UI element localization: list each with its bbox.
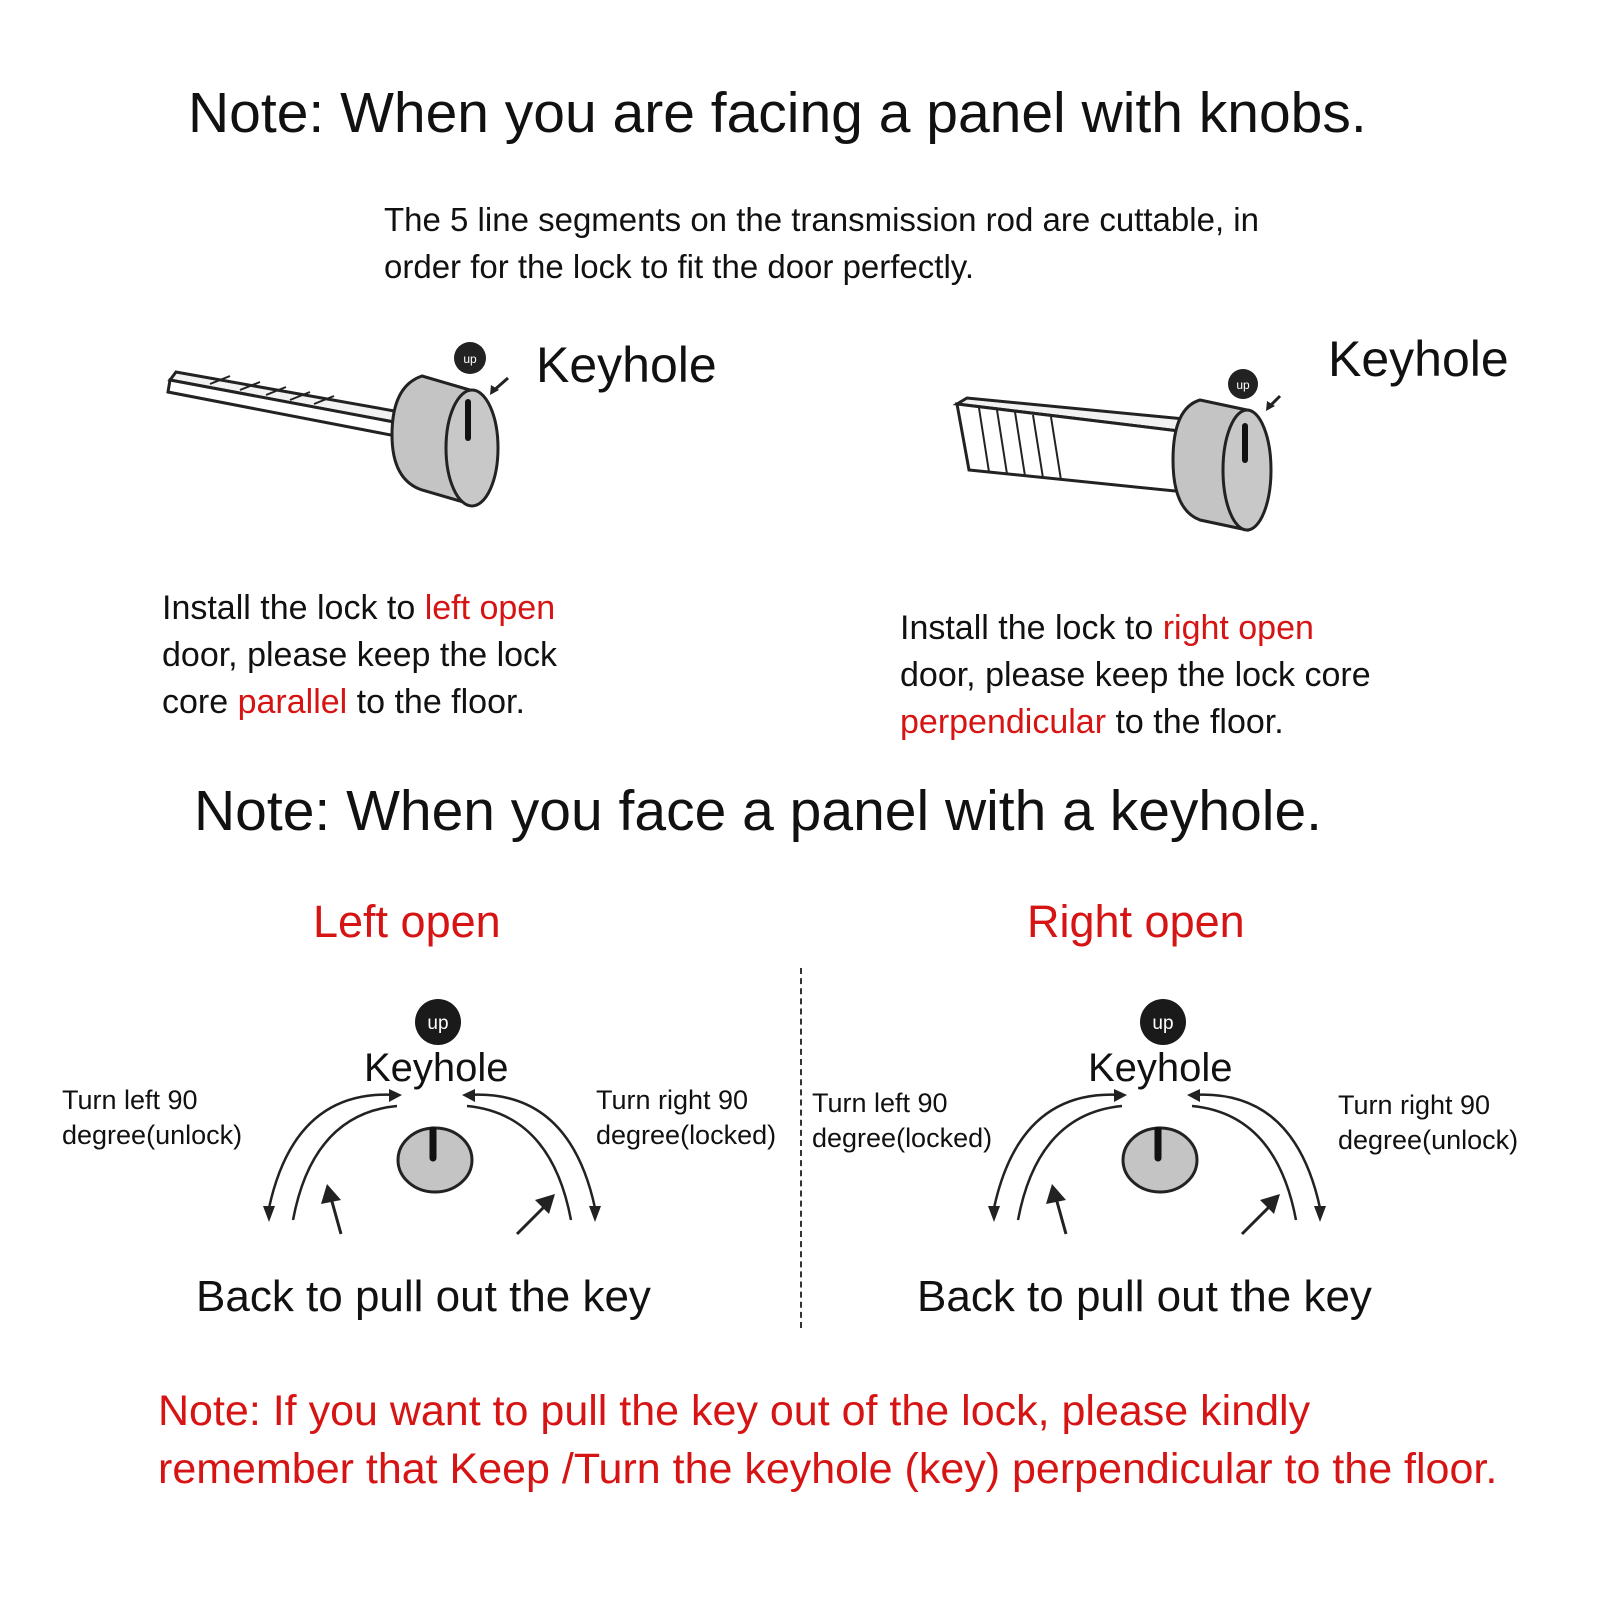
lock-cylinder xyxy=(1173,400,1271,530)
outer-arc-right xyxy=(467,1095,595,1208)
knob-section-title: Note: When you are facing a panel with knobs. xyxy=(188,81,1367,145)
up-badge-icon xyxy=(1140,999,1186,1045)
svg-text:up: up xyxy=(463,352,477,366)
direction-highlight: right open xyxy=(1162,609,1314,647)
back-label: Back to pull out the key xyxy=(917,1272,1372,1321)
up-badge-icon xyxy=(415,999,461,1045)
left-rotation-diagram xyxy=(255,998,625,1248)
svg-text:up: up xyxy=(427,1013,449,1034)
section-divider xyxy=(800,968,802,1328)
transmission-rod xyxy=(957,398,1195,492)
keyhole-knob xyxy=(1123,1128,1197,1192)
orientation-highlight: perpendicular xyxy=(900,703,1107,741)
final-note: Note: If you want to pull the key out of the lock, please kindly remember that Keep /Turn the keyhole (key) perpendicular to the floor. xyxy=(158,1387,1498,1493)
orientation-highlight: parallel xyxy=(237,683,348,721)
lock-cylinder xyxy=(392,376,498,506)
turn-left-label: Turn left 90 degree(unlock) xyxy=(62,1085,243,1150)
install-left-text: Install the lock to left open door, please keep the lock core parallel to the floor. xyxy=(162,589,558,721)
left-lock-illustration xyxy=(160,340,540,540)
keyhole-label-right: Keyhole xyxy=(1328,331,1509,387)
direction-highlight: left open xyxy=(424,589,556,627)
up-badge-icon xyxy=(454,342,486,374)
right-lock-illustration xyxy=(955,360,1305,550)
turn-right-label: Turn right 90 degree(unlock) xyxy=(1338,1090,1519,1155)
up-badge-icon xyxy=(1228,369,1258,399)
keyhole-section-title: Note: When you face a panel with a keyhole. xyxy=(194,779,1323,843)
right-open-heading: Right open xyxy=(1027,896,1245,947)
svg-text:up: up xyxy=(1152,1013,1174,1034)
keyhole-label-left: Keyhole xyxy=(536,337,717,393)
pull-arrows xyxy=(1056,1198,1272,1234)
left-open-heading: Left open xyxy=(313,896,501,947)
install-right-text: Install the lock to right open door, please keep the lock core perpendicular to the floor. xyxy=(900,609,1371,741)
intro-text: The 5 line segments on the transmission rod are cuttable, in order for the lock to fit the door perfectly. xyxy=(384,201,1259,285)
keyhole-knob xyxy=(398,1128,472,1192)
keyhole-label: Keyhole xyxy=(364,1046,509,1090)
pull-arrows xyxy=(331,1198,547,1234)
turn-left-label: Turn left 90 degree(locked) xyxy=(812,1088,993,1153)
right-rotation-diagram xyxy=(980,998,1350,1248)
keyhole-label: Keyhole xyxy=(1088,1046,1233,1090)
svg-text:up: up xyxy=(1236,378,1250,392)
turn-right-label: Turn right 90 degree(locked) xyxy=(596,1085,777,1150)
back-label: Back to pull out the key xyxy=(196,1272,651,1321)
transmission-rod xyxy=(168,372,400,436)
